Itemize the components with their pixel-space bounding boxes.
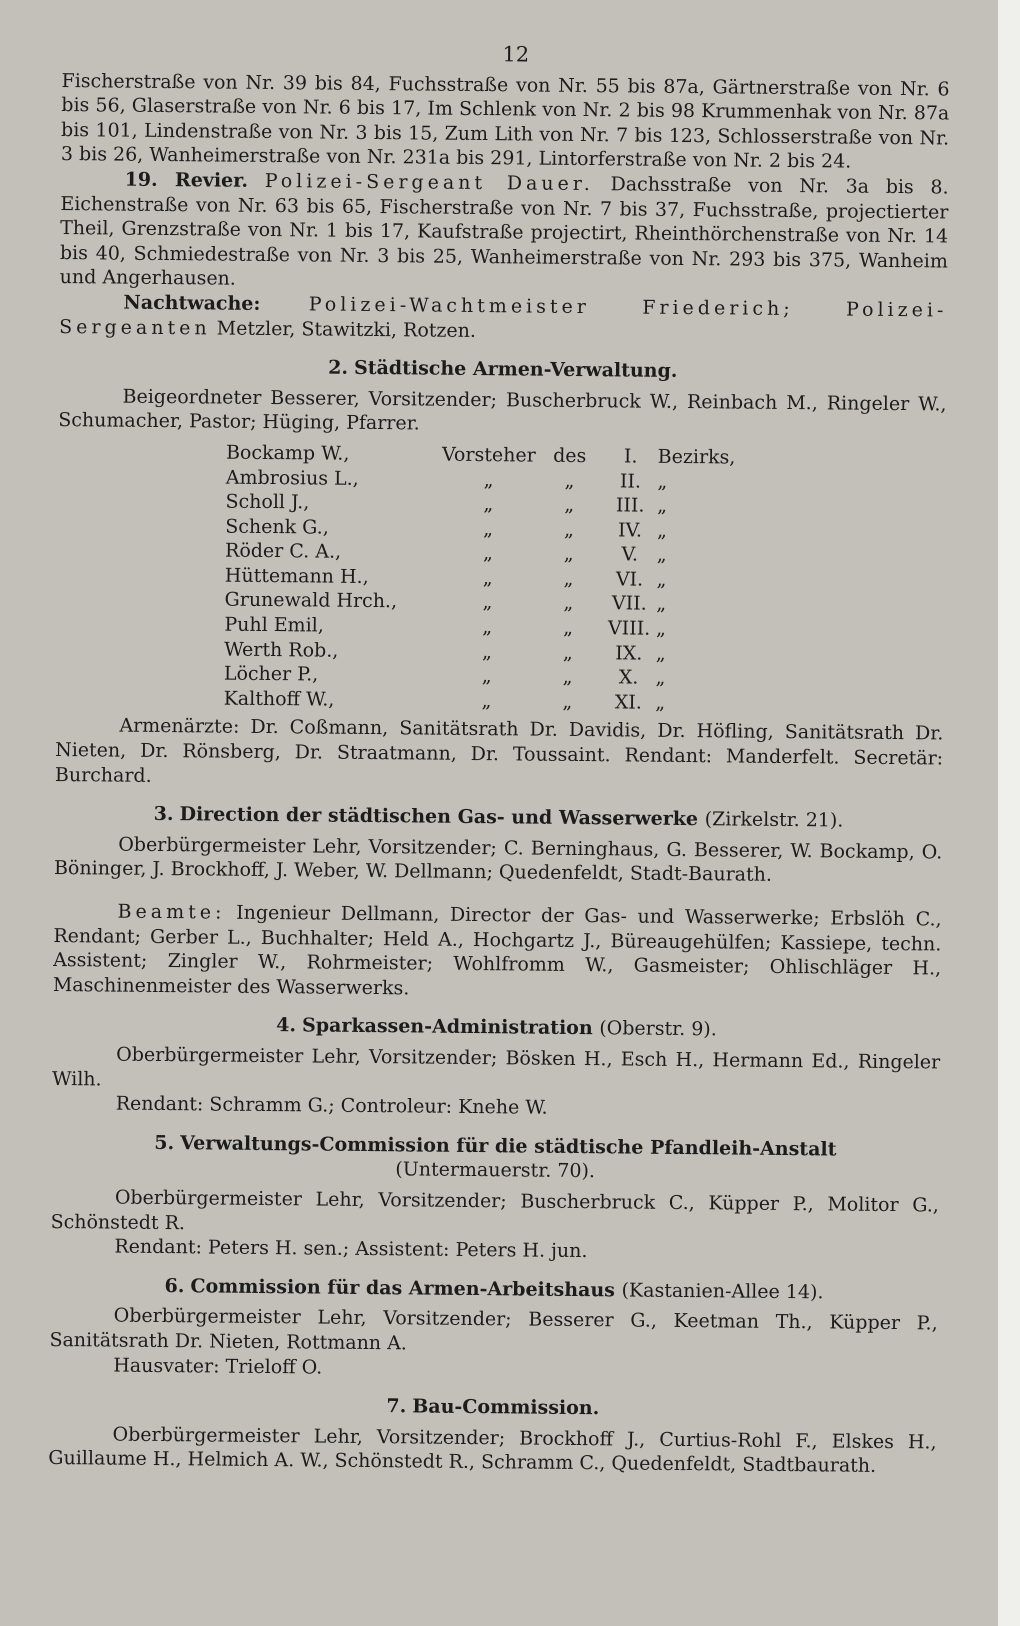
district-number: IX. (615, 641, 643, 665)
board-role-of: des (553, 444, 587, 467)
district-word: „ (656, 568, 667, 591)
board-member-name: Schenk G., (225, 515, 329, 539)
district-word: „ (655, 666, 666, 690)
section-heading-6 (50, 1273, 938, 1306)
section-title: Verwaltungs-Commission für die städtische Pfandleih-Anstalt (180, 1131, 837, 1161)
section-heading-3 (54, 801, 942, 834)
section-staff: Rendant: Schramm G.; Controleur: Knehe W. (115, 1092, 548, 1119)
revier-officer: Polizei-Sergeant Dauer. (264, 169, 594, 196)
section-number: 3. (153, 803, 174, 826)
board-role-of: „ (564, 493, 575, 517)
section-heading-7 (49, 1391, 937, 1424)
board-member-name: Ambrosius L., (225, 466, 359, 490)
district-board-table (224, 441, 798, 717)
district-word: „ (657, 494, 668, 517)
section-officials (53, 899, 942, 1006)
board-member-name: Grunewald Hrch., (224, 589, 398, 613)
board-member-name: Werth Rob., (224, 638, 339, 662)
board-member-name: Bockamp W., (225, 441, 350, 465)
district-word: „ (655, 617, 667, 640)
board-member-name: Puhl Emil, (224, 613, 324, 637)
board-role-of: „ (563, 592, 574, 615)
board-member-name: Röder C. A., (224, 539, 342, 563)
section-heading-2 (59, 353, 947, 386)
section-members: Beigeordneter Besserer, Vorsitzender; Buscherbruck W., Reinbach M., Ringeler W., Schumacher, Pastor; Hüging, Pfarrer. (58, 385, 947, 435)
section-title: Direction der städtischen Gas- und Wasserwerke (179, 803, 699, 831)
section-staff: Hausvater: Trieloff O. (113, 1354, 323, 1379)
board-role: „ (482, 591, 493, 614)
board-role-of: „ (562, 690, 573, 713)
section-heading-5 (51, 1130, 939, 1188)
section-members: Oberbürgermeister Lehr, Vorsitzender; Bösken H., Esch H., Hermann Ed., Ringeler Wilh. (51, 1043, 941, 1090)
section-members: Oberbürgermeister Lehr, Vorsitzender; Besserer G., Keetman Th., Küpper P., Sanitätsrath Dr. Nieten, Rottmann A. (49, 1304, 938, 1355)
board-role: „ (481, 665, 492, 688)
board-role-of: „ (563, 543, 574, 566)
board-member-name: Löcher P., (223, 662, 319, 686)
board-role: „ (483, 493, 494, 516)
district-number: III. (615, 494, 645, 517)
page-edge (998, 0, 1020, 1626)
section-staff: Rendant: Peters H. sen.; Assistent: Peters H. jun. (114, 1235, 588, 1263)
section-title: Städtische Armen-Verwaltung. (353, 356, 678, 383)
board-role: Vorsteher (441, 443, 536, 467)
section-members: Oberbürgermeister Lehr, Vorsitzender; C. Berninghaus, G. Besserer, W. Bockamp, O. Böninger, J. Brockhoff, J. Weber, W. Dellmann; Quedenfeldt, Stadt-Baurath. (53, 833, 943, 887)
board-role: „ (481, 640, 492, 663)
section-members: Oberbürgermeister Lehr, Vorsitzender; Buscherbruck C., Küpper P., Molitor G., Schönstedt R. (50, 1186, 939, 1234)
district-word: „ (656, 519, 667, 542)
board-member-name: Scholl J., (225, 490, 310, 514)
section-number: 2. (328, 356, 349, 379)
board-member-name: Hüttemann H., (224, 564, 369, 588)
board-role-of: „ (563, 616, 574, 639)
page-number: 12 (502, 42, 530, 67)
night-watch-entry (59, 290, 947, 348)
officials-text: Ingenieur Dellmann, Director der Gas- und Wasserwerke; Erbslöh C., Rendant; Gerber L., Buchhalter; Held A., Hochgartz J., Büreaugehülfen; Kassiepe, techn. Assistent; Zingler W., Rohrmeister; Wohlfromm W., Gasmeister; Ohlischläger H., Maschinenmeister des Wasserwerks. (52, 901, 942, 1000)
district-number: VIII. (607, 617, 651, 640)
district-number: IV. (617, 519, 643, 542)
board-role: „ (483, 517, 494, 540)
district-number: I. (623, 445, 638, 468)
board-role-of: „ (563, 518, 575, 541)
board-role-of: „ (563, 567, 574, 590)
officials-label: Beamte: (117, 900, 226, 924)
night-watch-label: Nachtwache: (123, 291, 261, 315)
district-word: „ (657, 470, 668, 493)
board-role-of: „ (562, 641, 573, 664)
page-content (48, 38, 950, 1479)
section-members: Oberbürgermeister Lehr, Vorsitzender; Brockhoff J., Curtius-Rohl F., Elskes H., Guillaume H., Helmich A. W., Schönstedt R., Schramm C., Quedenfeldt, Stadtbaurath. (48, 1423, 937, 1478)
district-word: „ (655, 642, 666, 665)
revier-entry (60, 167, 949, 298)
section-title: Sparkassen-Administration (301, 1014, 593, 1040)
section-address: (Untermauerstr. 70). (395, 1158, 596, 1183)
section-doctors: Armenärzte: Dr. Coßmann, Sanitätsrath Dr. Davidis, Dr. Höfling, Sanitätsrath Dr. Nieten, Dr. Rönsberg, Dr. Straatmann, Dr. Toussaint. Rendant: Manderfelt. Secretär: Burchard. (54, 715, 944, 787)
board-role: „ (482, 542, 493, 565)
board-role: „ (482, 566, 493, 590)
district-number: X. (618, 666, 639, 689)
district-word: „ (656, 544, 667, 567)
district-number: VI. (615, 568, 644, 591)
board-member-name: Kalthoff W., (223, 687, 335, 711)
night-watch-text: Polizei-Wachtmeister Friederich; Polizei-Sergeanten (59, 293, 948, 339)
district-word: Bezirks, (657, 445, 736, 469)
district-word: „ (655, 691, 666, 714)
district-number: II. (619, 469, 642, 493)
section-address: (Kastanien-Allee 14). (621, 1279, 824, 1304)
board-role-of: „ (562, 666, 573, 689)
revier-text: Dachsstraße von Nr. 3a bis 8. Eichenstraße von Nr. 63 bis 65, Fischerstraße von Nr. 7 bis 37, Fuchsstraße, projectierter Theil, Grenzstraße von Nr. 1 bis 17, Kaufstraße projectirt, Rheinthörchenstraße von Nr. 14 bis 40, Schmiedestraße von Nr. 3 bis 25, Wanheimerstraße von Nr. 293 bis 375, Wanheim und Angerhausen. (59, 173, 949, 291)
section-title: Commission für das Armen-Arbeitshaus (190, 1275, 616, 1302)
board-role: „ (481, 689, 492, 712)
district-number: V. (621, 543, 639, 566)
section-number: 4. (276, 1014, 297, 1037)
board-role: „ (482, 616, 493, 639)
street-list: Fischerstraße von Nr. 39 bis 84, Fuchsstraße von Nr. 55 bis 87a, Gärtnerstraße von Nr. 6 bis 56, Glaserstraße von Nr. 6 bis 17, Im Schlenk von Nr. 2 bis 98 Krummenhak von Nr. 87a bis 101, Lindenstraße von Nr. 3 bis 15, Zum Lith von Nr. 7 bis 123, Schlosserstraße von Nr. 3 bis 26, Wanheimerstraße von Nr. 231a bis 291, Lintorferstraße von Nr. 2 bis 24. (60, 69, 950, 173)
section-number: 5. (154, 1131, 175, 1154)
board-role: „ (483, 468, 494, 491)
section-address: (Zirkelstr. 21). (704, 808, 844, 832)
district-number: XI. (614, 691, 642, 714)
section-number: 6. (164, 1274, 185, 1297)
district-word: „ (656, 593, 667, 616)
revier-label: 19. Revier. (124, 168, 249, 192)
night-watch-names: Metzler, Stawitzki, Rotzen. (216, 317, 477, 342)
district-number: VII. (611, 592, 647, 616)
section-address: (Oberstr. 9). (599, 1017, 717, 1041)
section-title: Bau-Commission. (412, 1395, 600, 1420)
section-number: 7. (386, 1395, 407, 1418)
section-heading-4 (52, 1011, 940, 1044)
board-row (224, 686, 796, 716)
board-role-of: „ (564, 469, 575, 492)
